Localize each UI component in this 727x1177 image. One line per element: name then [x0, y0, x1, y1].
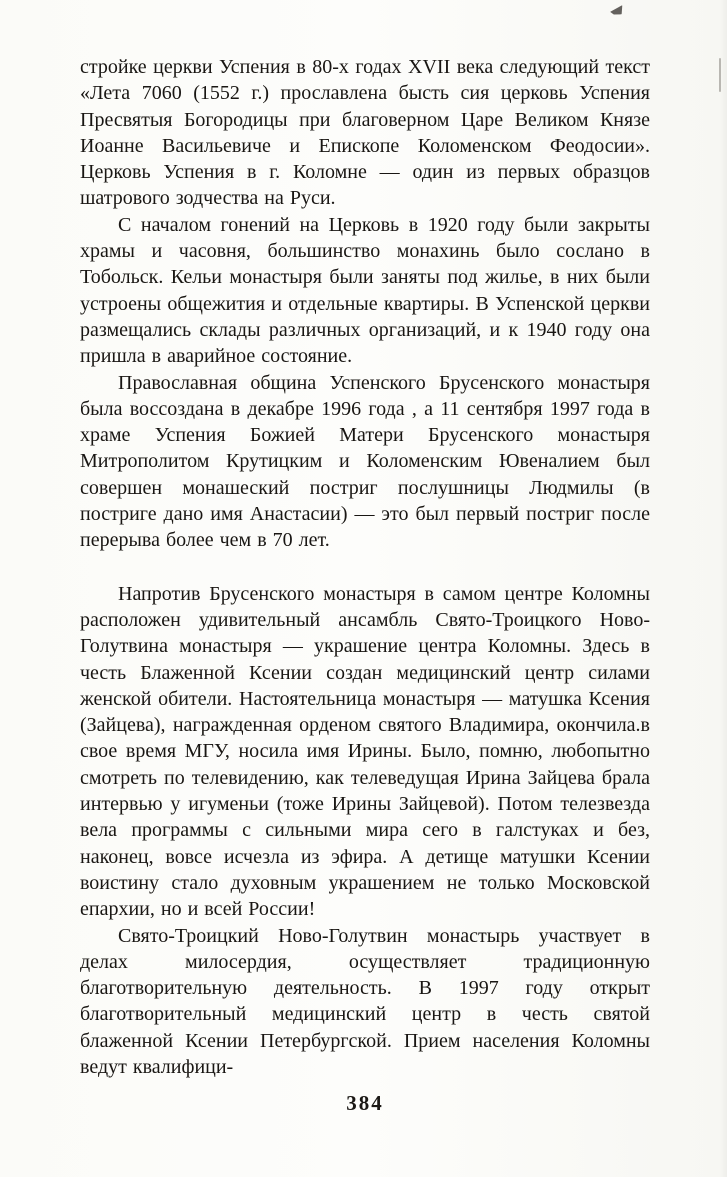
page-edge-mark: [719, 58, 721, 92]
paragraph: С началом гонений на Церковь в 1920 году были закрыты храмы и часовня, большинство монахинь было сослано в Тобольск. Кельи монастыря были заняты под жилье, в них были устроены общежития и отдельные квартиры. В Успенской церкви размещались склады различных организаций, и к 1940 году она пришла в аварийное состояние.: [80, 213, 650, 368]
page-number: 384: [346, 1091, 384, 1115]
ink-mark-artifact: [609, 5, 623, 16]
paragraph: Напротив Брусенского монастыря в самом центре Коломны расположен удивительный ансамбль Свято-Троицкого Ново-Голутвина монастыря — украшение центра Коломны. Здесь в честь Блаженной Ксении создан медицинский центр силами женской обители. Настоятельница монастыря — матушка Ксения (Зайцева), награжденная орденом святого Владимира, окончила.в свое время МГУ, носила имя Ирины. Было, помню, любопытно смотреть по телевидению, как телеведущая Ирина Зайцева брала интервью у игуменьи (тоже Ирины Зайцевой). Потом телезвезда вела программы с сильными мира сего в галстуках и без, наконец, вовсе исчезла из эфира. А детище матушки Ксении воистину стало духовным украшением не только Московской епархии, но и всей России!: [80, 582, 650, 921]
page-text: [80, 54, 650, 1080]
paragraph-continuation: стройке церкви Успения в 80-х годах XVII века следующий текст «Лета 7060 (1552 г.) прославлена бысть сия церковь Успения Пресвятыя Богородицы при благоверном Царе Великом Князе Иоанне Васильевиче и Епископе Коломенском Феодосии». Церковь Успения в г. Коломне — один из первых образцов шатрового зодчества на Руси.: [80, 56, 650, 210]
paragraph: Свято-Троицкий Ново-Голутвин монастырь участвует в делах милосердия, осуществляет традиционную благотворительную деятельность. В 1997 году открыт благотворительный медицинский центр в честь святой блаженной Ксении Петербургской. Прием населения Коломны ведут квалифици-: [80, 924, 650, 1078]
paragraph: Православная община Успенского Брусенского монастыря была воссоздана в декабре 1996 года , а 11 сентября 1997 года в храме Успения Божией Матери Брусенского монастыря Митрополитом Крутицким и Коломенским Ювеналием был совершен монашеский постриг послушницы Людмилы (в постриге дано имя Анастасии) — это был первый постриг после перерыва более чем в 70 лет.: [80, 371, 650, 552]
